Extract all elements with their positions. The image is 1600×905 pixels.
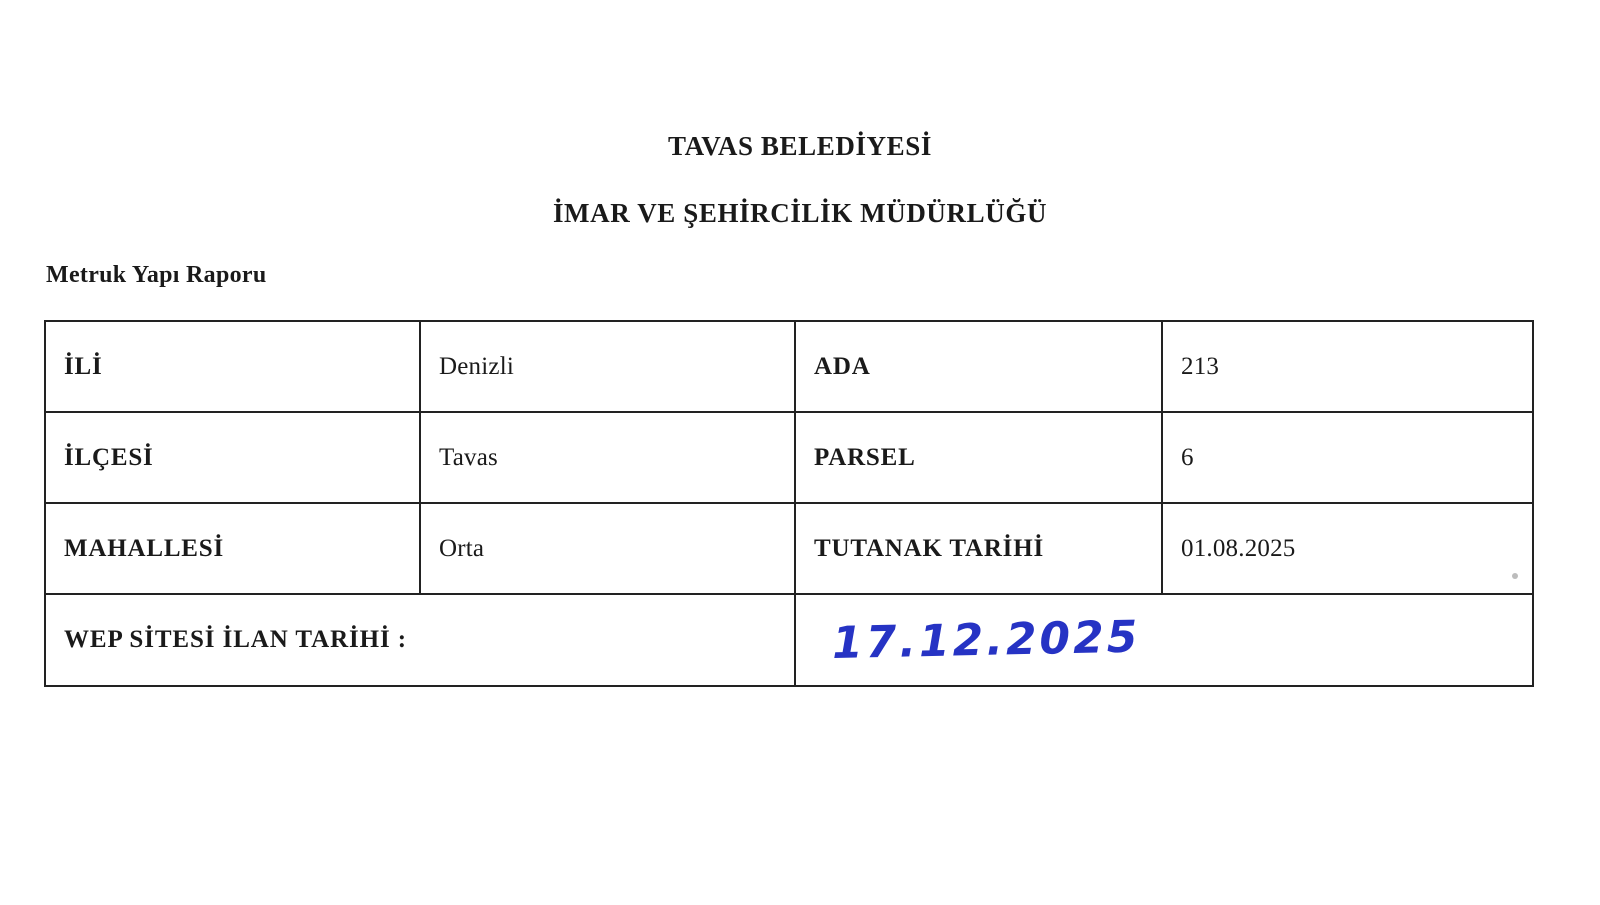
department-title: İMAR VE ŞEHİRCİLİK MÜDÜRLÜĞÜ	[552, 198, 1048, 229]
organization-title: TAVAS BELEDİYESİ	[668, 131, 932, 161]
table-row	[45, 321, 1533, 412]
table-row-announcement	[45, 594, 1533, 686]
row-label-mahallesi: MAHALLESİ	[45, 503, 420, 594]
scan-artifact-dot	[1512, 573, 1518, 579]
row-value-parsel: 6	[1162, 412, 1533, 503]
table-row	[45, 503, 1533, 594]
row-label-tutanak-tarihi: TUTANAK TARİHİ	[795, 503, 1162, 594]
info-table	[44, 320, 1534, 687]
row-label-ada: ADA	[795, 321, 1162, 412]
table-row	[45, 412, 1533, 503]
row-value-mahallesi: Orta	[420, 503, 795, 594]
announcement-value-cell	[795, 594, 1533, 686]
row-label-ili: İLİ	[45, 321, 420, 412]
row-value-ilcesi: Tavas	[420, 412, 795, 503]
row-label-ilcesi: İLÇESİ	[45, 412, 420, 503]
document-header	[0, 0, 1600, 230]
row-value-tutanak-tarihi: 01.08.2025	[1162, 503, 1533, 594]
page-title: Metruk Yapı Raporu	[46, 262, 267, 288]
row-value-ada: 213	[1162, 321, 1533, 412]
announcement-label: WEP SİTESİ İLAN TARİHİ :	[45, 594, 795, 686]
row-value-ili: Denizli	[420, 321, 795, 412]
row-label-parsel: PARSEL	[795, 412, 1162, 503]
handwritten-announcement-date: 17.12.2025	[831, 611, 1141, 669]
info-table-container	[44, 320, 1532, 687]
